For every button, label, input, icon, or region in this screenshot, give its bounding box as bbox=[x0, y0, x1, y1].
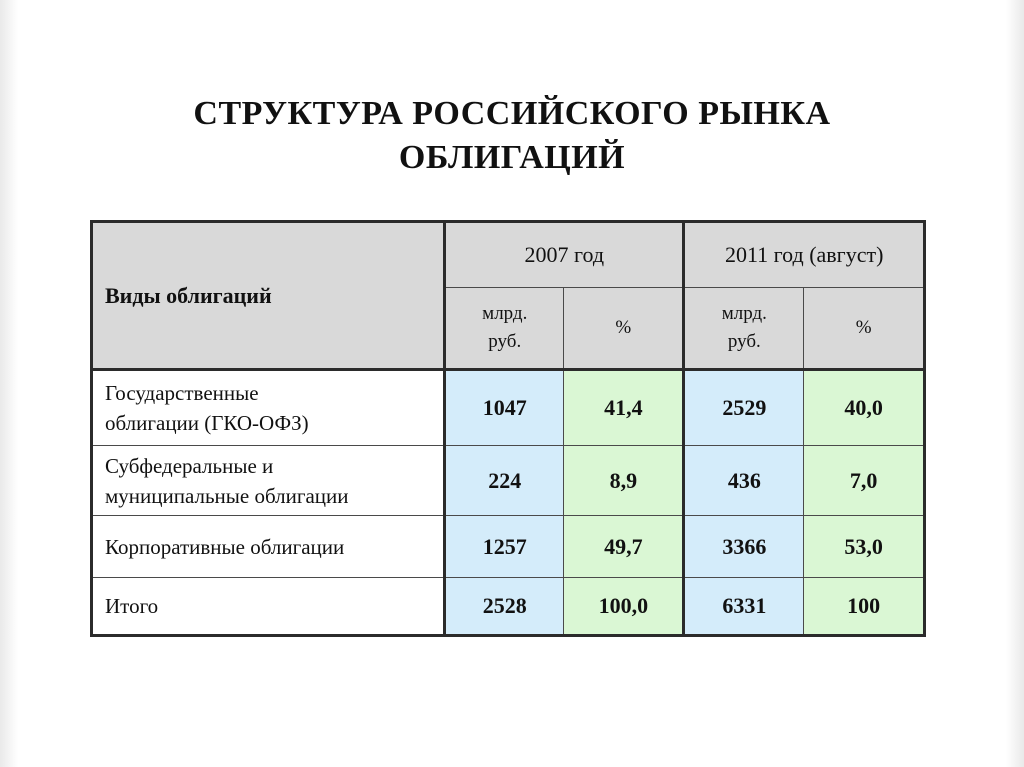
row-kind-label: Итого bbox=[92, 578, 445, 636]
percent-2011-cell: 7,0 bbox=[804, 446, 925, 516]
row-kind-label bbox=[92, 446, 445, 516]
slide-title bbox=[0, 92, 1024, 180]
percent-2011-cell: 100 bbox=[804, 578, 925, 636]
unit-label-line2: руб. bbox=[727, 331, 761, 352]
value-2007-cell: 1047 bbox=[445, 370, 564, 446]
percent-2011-cell: 40,0 bbox=[804, 370, 925, 446]
year-header-2011: 2011 год (август) bbox=[684, 222, 925, 288]
percent-2007-cell: 41,4 bbox=[564, 370, 684, 446]
value-2007-cell: 224 bbox=[445, 446, 564, 516]
title-line-1: СТРУКТУРА РОССИЙСКОГО РЫНКА bbox=[193, 95, 831, 132]
kind-label-line1: Государственные bbox=[105, 381, 259, 405]
percent-header-2007: % bbox=[564, 288, 684, 370]
value-2007-cell: 2528 bbox=[445, 578, 564, 636]
unit-label-line1: млрд. bbox=[482, 303, 528, 324]
table-row-total bbox=[92, 578, 925, 636]
year-header-2007: 2007 год bbox=[445, 222, 684, 288]
table-row bbox=[92, 446, 925, 516]
percent-2007-cell: 8,9 bbox=[564, 446, 684, 516]
table-row bbox=[92, 516, 925, 578]
kind-label-line2: муниципальные облигации bbox=[105, 483, 349, 508]
unit-header-2007 bbox=[445, 288, 564, 370]
table-row bbox=[92, 370, 925, 446]
value-2011-cell: 6331 bbox=[684, 578, 804, 636]
value-2011-cell: 2529 bbox=[684, 370, 804, 446]
kind-label-line2: облигации (ГКО-ОФЗ) bbox=[105, 411, 309, 435]
value-2007-cell: 1257 bbox=[445, 516, 564, 578]
kind-column-header: Виды облигаций bbox=[92, 222, 445, 370]
unit-label-line1: млрд. bbox=[721, 303, 767, 324]
percent-2011-cell: 53,0 bbox=[804, 516, 925, 578]
unit-header-2011 bbox=[684, 288, 804, 370]
title-line-2: ОБЛИГАЦИЙ bbox=[398, 139, 626, 176]
percent-header-2011: % bbox=[804, 288, 925, 370]
value-2011-cell: 3366 bbox=[684, 516, 804, 578]
value-2011-cell: 436 bbox=[684, 446, 804, 516]
percent-2007-cell: 49,7 bbox=[564, 516, 684, 578]
unit-label-line2: руб. bbox=[488, 331, 522, 352]
percent-2007-cell: 100,0 bbox=[564, 578, 684, 636]
row-kind-label bbox=[92, 370, 445, 446]
kind-label-line1: Субфедеральные и bbox=[105, 453, 274, 478]
bond-market-table bbox=[90, 220, 926, 637]
row-kind-label: Корпоративные облигации bbox=[92, 516, 445, 578]
